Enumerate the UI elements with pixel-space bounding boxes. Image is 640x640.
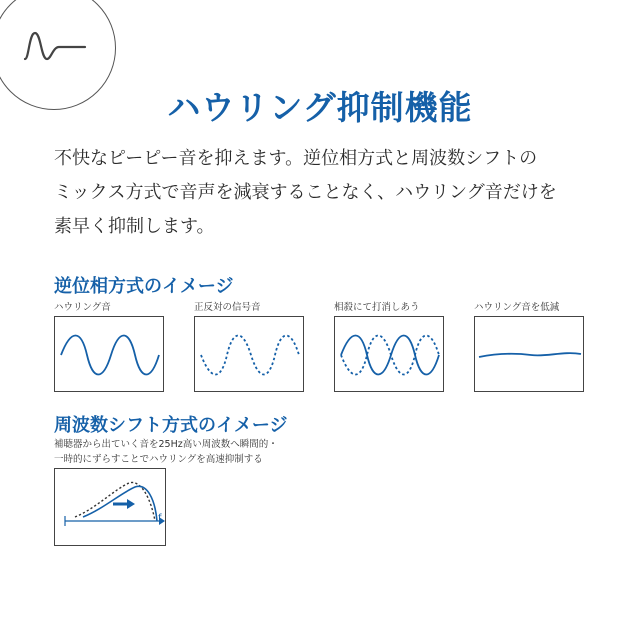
waveform-pulse-icon [23, 27, 93, 67]
right-arrow-icon [113, 499, 135, 509]
panel-reduced [474, 316, 584, 392]
shift-diagram [55, 469, 167, 547]
shift-section-title: 周波数シフト方式のイメージ [54, 415, 288, 436]
panel-inverse [194, 316, 304, 392]
description [54, 142, 614, 244]
shift-diagram-panel [54, 468, 166, 546]
shift-caption-line: 一時的にずらすことでハウリングを高速抑制する [54, 454, 263, 465]
overlap-wave-graphic [335, 317, 445, 393]
phase-section-title: 逆位相方式のイメージ [54, 276, 234, 297]
panel-label-reduced: ハウリング音を低減 [474, 302, 560, 313]
panel-label-cancel: 相殺にて打消しあう [334, 302, 420, 313]
description-line: 不快なピーピー音を抑えます。逆位相方式と周波数シフトの [54, 148, 538, 169]
panel-label-howling: ハウリング音 [54, 302, 111, 313]
description-line: 素早く抑制します。 [54, 216, 215, 237]
description-line: ミックス方式で音声を減衰することなく、ハウリング音だけを [54, 182, 557, 203]
panel-cancel [334, 316, 444, 392]
inverse-wave-graphic [195, 317, 305, 393]
page-title: ハウリング抑制機能 [167, 88, 473, 127]
sine-wave-graphic [55, 317, 165, 393]
frequency-axis-label: f [158, 513, 162, 524]
panel-howling [54, 316, 164, 392]
panel-label-inverse: 正反対の信号音 [194, 302, 261, 313]
shift-caption-line: 補聴器から出ていく音を25Hz高い周波数へ瞬間的・ [54, 439, 278, 450]
flat-wave-graphic [475, 317, 585, 393]
